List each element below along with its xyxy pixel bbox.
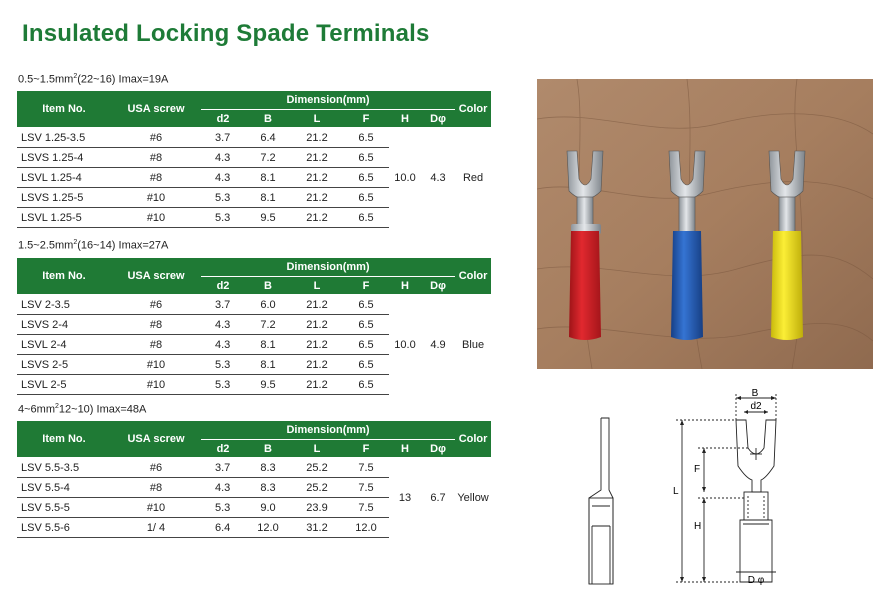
drawing-label-d2: d2 bbox=[750, 401, 762, 412]
dim-d2: 4.3 bbox=[201, 335, 245, 355]
usa-screw: 1/ 4 bbox=[111, 518, 201, 538]
dim-d2: 5.3 bbox=[201, 498, 245, 518]
drawing-label-dphi: D φ bbox=[747, 575, 765, 586]
header-h: H bbox=[389, 277, 421, 295]
item-no: LSVS 2-4 bbox=[17, 315, 111, 335]
dim-l: 21.2 bbox=[291, 128, 343, 148]
dim-f: 6.5 bbox=[343, 168, 389, 188]
dim-d2: 4.3 bbox=[201, 168, 245, 188]
spec-table-2 bbox=[17, 258, 491, 395]
color-value: Blue bbox=[462, 338, 485, 351]
item-no: LSVL 2-5 bbox=[17, 375, 111, 395]
item-no: LSVL 1.25-5 bbox=[17, 208, 111, 228]
usa-screw: #10 bbox=[111, 375, 201, 395]
product-photo bbox=[537, 79, 873, 369]
dim-l: 21.2 bbox=[291, 375, 343, 395]
table-row bbox=[17, 295, 491, 315]
section-label-1-post: (22~16) Imax=19A bbox=[77, 73, 169, 86]
drawing-label-f: F bbox=[694, 464, 701, 475]
section-label-3-sup: 2 bbox=[55, 403, 59, 410]
dim-d2: 6.4 bbox=[201, 518, 245, 538]
header-l: L bbox=[291, 110, 343, 128]
dim-f: 7.5 bbox=[343, 478, 389, 498]
technical-drawing-svg bbox=[576, 386, 816, 586]
dim-l: 21.2 bbox=[291, 188, 343, 208]
usa-screw: #8 bbox=[111, 335, 201, 355]
dim-b: 8.1 bbox=[245, 168, 291, 188]
item-no: LSV 5.5-6 bbox=[17, 518, 111, 538]
dim-f: 6.5 bbox=[343, 355, 389, 375]
dim-f: 6.5 bbox=[343, 208, 389, 228]
section-label-3 bbox=[18, 403, 146, 416]
dim-b: 6.4 bbox=[245, 128, 291, 148]
item-no: LSV 5.5-4 bbox=[17, 478, 111, 498]
dim-l: 21.2 bbox=[291, 315, 343, 335]
table-row bbox=[17, 128, 491, 148]
dim-d2: 3.7 bbox=[201, 128, 245, 148]
drawing-label-b: B bbox=[751, 388, 759, 399]
dim-f: 6.5 bbox=[343, 375, 389, 395]
usa-screw: #6 bbox=[111, 295, 201, 315]
header-item-no: Item No. bbox=[17, 258, 111, 295]
dim-f: 6.5 bbox=[343, 128, 389, 148]
dim-b: 6.0 bbox=[245, 295, 291, 315]
item-no: LSVL 2-4 bbox=[17, 335, 111, 355]
item-no: LSV 5.5-5 bbox=[17, 498, 111, 518]
header-d2: d2 bbox=[201, 277, 245, 295]
dim-l: 21.2 bbox=[291, 335, 343, 355]
header-color: Color bbox=[455, 91, 491, 128]
section-label-2 bbox=[18, 239, 168, 252]
dim-d2: 3.7 bbox=[201, 295, 245, 315]
header-dimension: Dimension(mm) bbox=[201, 258, 455, 277]
dim-d2: 5.3 bbox=[201, 375, 245, 395]
header-usa-screw: USA screw bbox=[111, 258, 201, 295]
dim-b: 9.5 bbox=[245, 375, 291, 395]
dim-d2: 5.3 bbox=[201, 355, 245, 375]
usa-screw: #8 bbox=[111, 315, 201, 335]
section-label-2-sup: 2 bbox=[73, 239, 78, 246]
usa-screw: #10 bbox=[111, 208, 201, 228]
header-h: H bbox=[389, 110, 421, 128]
item-no: LSV 2-3.5 bbox=[17, 295, 111, 315]
dim-b: 8.1 bbox=[245, 355, 291, 375]
dim-f: 6.5 bbox=[343, 315, 389, 335]
section-label-1-pre: 0.5~1.5mm bbox=[18, 73, 74, 86]
header-item-no: Item No. bbox=[17, 91, 111, 128]
dim-l: 21.2 bbox=[291, 168, 343, 188]
usa-screw: #8 bbox=[111, 148, 201, 168]
dim-b: 7.2 bbox=[245, 148, 291, 168]
item-no: LSV 5.5-3.5 bbox=[17, 458, 111, 478]
color-value: Red bbox=[462, 171, 484, 184]
usa-screw: #6 bbox=[111, 128, 201, 148]
dim-f: 6.5 bbox=[343, 295, 389, 315]
header-dimension: Dimension(mm) bbox=[201, 421, 455, 440]
dim-dphi: 4.9 bbox=[430, 338, 446, 351]
header-dphi: Dφ bbox=[421, 277, 455, 295]
header-usa-screw: USA screw bbox=[111, 91, 201, 128]
item-no: LSVS 2-5 bbox=[17, 355, 111, 375]
table-row bbox=[17, 458, 491, 478]
dim-b: 9.0 bbox=[245, 498, 291, 518]
dim-f: 6.5 bbox=[343, 148, 389, 168]
dim-l: 25.2 bbox=[291, 478, 343, 498]
dim-f: 12.0 bbox=[343, 518, 389, 538]
dim-f: 6.5 bbox=[343, 335, 389, 355]
header-dimension: Dimension(mm) bbox=[201, 91, 455, 110]
header-dphi: Dφ bbox=[421, 110, 455, 128]
dim-d2: 4.3 bbox=[201, 148, 245, 168]
item-no: LSVS 1.25-5 bbox=[17, 188, 111, 208]
dim-f: 6.5 bbox=[343, 188, 389, 208]
header-f: F bbox=[343, 110, 389, 128]
header-h: H bbox=[389, 440, 421, 458]
header-color: Color bbox=[455, 421, 491, 458]
dim-l: 21.2 bbox=[291, 355, 343, 375]
dim-b: 7.2 bbox=[245, 315, 291, 335]
spec-table-3 bbox=[17, 421, 491, 538]
section-label-3-post: 12~10) Imax=48A bbox=[58, 403, 147, 416]
dim-d2: 3.7 bbox=[201, 458, 245, 478]
section-label-2-pre: 1.5~2.5mm bbox=[18, 239, 74, 252]
dim-d2: 4.3 bbox=[201, 478, 245, 498]
header-b: B bbox=[245, 440, 291, 458]
drawing-label-l: L bbox=[673, 486, 679, 497]
usa-screw: #10 bbox=[111, 355, 201, 375]
section-label-1-sup: 2 bbox=[73, 73, 78, 80]
dim-d2: 4.3 bbox=[201, 315, 245, 335]
page-title: Insulated Locking Spade Terminals bbox=[22, 20, 430, 47]
dim-b: 8.1 bbox=[245, 188, 291, 208]
color-value: Yellow bbox=[457, 491, 489, 504]
dim-d2: 5.3 bbox=[201, 208, 245, 228]
usa-screw: #8 bbox=[111, 478, 201, 498]
dim-b: 8.3 bbox=[245, 458, 291, 478]
usa-screw: #6 bbox=[111, 458, 201, 478]
dim-l: 21.2 bbox=[291, 208, 343, 228]
header-f: F bbox=[343, 440, 389, 458]
spec-table-1 bbox=[17, 91, 491, 228]
item-no: LSVS 1.25-4 bbox=[17, 148, 111, 168]
header-item-no: Item No. bbox=[17, 421, 111, 458]
header-b: B bbox=[245, 277, 291, 295]
dim-l: 23.9 bbox=[291, 498, 343, 518]
header-d2: d2 bbox=[201, 440, 245, 458]
dim-b: 8.1 bbox=[245, 335, 291, 355]
section-label-2-post: (16~14) Imax=27A bbox=[77, 239, 169, 252]
header-l: L bbox=[291, 440, 343, 458]
dim-l: 25.2 bbox=[291, 458, 343, 478]
dim-f: 7.5 bbox=[343, 458, 389, 478]
header-b: B bbox=[245, 110, 291, 128]
product-photo-svg bbox=[537, 79, 873, 369]
dim-b: 9.5 bbox=[245, 208, 291, 228]
header-color: Color bbox=[455, 258, 491, 295]
dim-l: 31.2 bbox=[291, 518, 343, 538]
dim-b: 8.3 bbox=[245, 478, 291, 498]
dim-l: 21.2 bbox=[291, 148, 343, 168]
item-no: LSVL 1.25-4 bbox=[17, 168, 111, 188]
header-l: L bbox=[291, 277, 343, 295]
usa-screw: #10 bbox=[111, 188, 201, 208]
header-d2: d2 bbox=[201, 110, 245, 128]
dim-h: 10.0 bbox=[394, 338, 416, 351]
dim-f: 7.5 bbox=[343, 498, 389, 518]
header-dphi: Dφ bbox=[421, 440, 455, 458]
item-no: LSV 1.25-3.5 bbox=[17, 128, 111, 148]
dim-b: 12.0 bbox=[245, 518, 291, 538]
dim-dphi: 6.7 bbox=[430, 491, 446, 504]
drawing-label-h: H bbox=[694, 521, 702, 532]
dim-h: 13 bbox=[398, 491, 412, 504]
section-label-1 bbox=[18, 73, 168, 86]
dim-l: 21.2 bbox=[291, 295, 343, 315]
dim-d2: 5.3 bbox=[201, 188, 245, 208]
usa-screw: #10 bbox=[111, 498, 201, 518]
section-label-3-pre: 4~6mm bbox=[18, 403, 55, 416]
usa-screw: #8 bbox=[111, 168, 201, 188]
technical-drawing bbox=[576, 386, 816, 586]
dim-h: 10.0 bbox=[394, 171, 416, 184]
header-usa-screw: USA screw bbox=[111, 421, 201, 458]
header-f: F bbox=[343, 277, 389, 295]
dim-dphi: 4.3 bbox=[430, 171, 446, 184]
